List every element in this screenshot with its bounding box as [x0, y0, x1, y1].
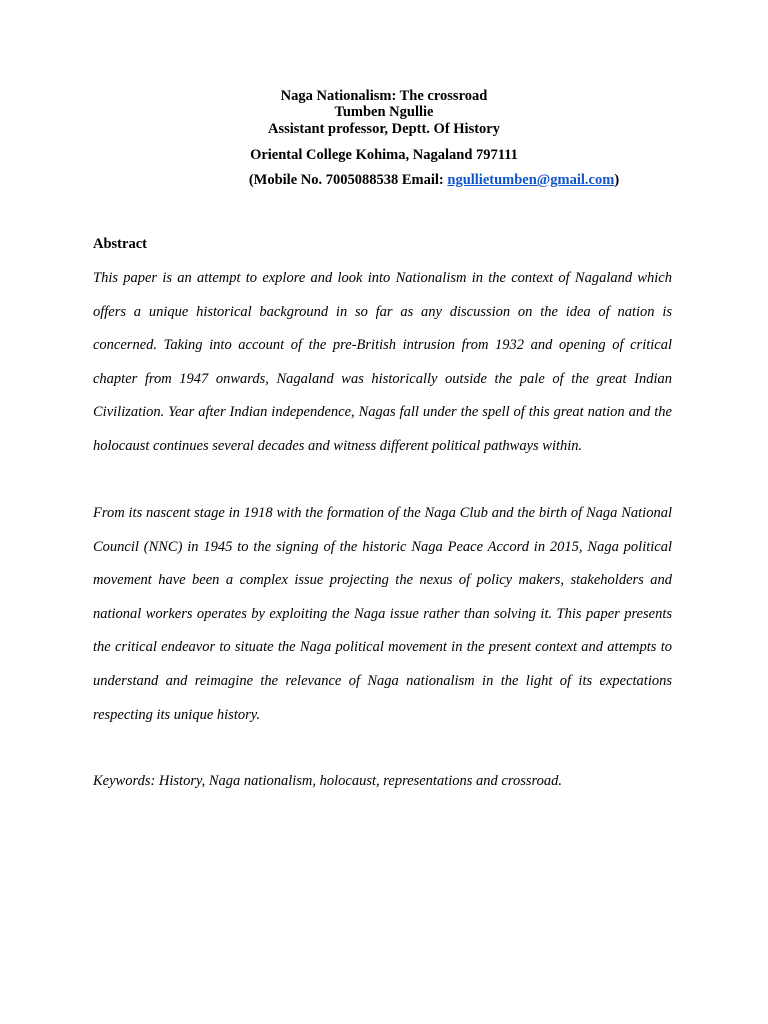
abstract-heading: Abstract — [93, 236, 147, 252]
email-link[interactable]: ngullietumben@gmail.com — [447, 172, 615, 188]
contact-suffix: ) — [614, 172, 620, 188]
author-name: Tumben Ngullie — [334, 104, 434, 120]
abstract-paragraph-2: From its nascent stage in 1918 with the formation of the Naga Club and the birth of Naga National Council (NNC) in 1945 to the signing of the historic Naga Peace Accord in 2015, Naga political movement have been a complex issue projecting the nexus of policy makers, stakeholders and national workers operates by exploiting the Naga issue rather than solving it. This paper presents the critical endeavor to situate the Naga political movement in the present context and attempts to understand and reimagine the relevance of Naga nationalism in the light of its expectations respecting its unique history. — [93, 505, 672, 723]
author-position: Assistant professor, Deptt. Of History — [268, 121, 500, 137]
contact-line — [50, 172, 768, 189]
keywords-line: Keywords: History, Naga nationalism, holocaust, representations and crossroad. — [93, 773, 562, 789]
abstract-paragraph-1: This paper is an attempt to explore and look into Nationalism in the context of Nagaland which offers a unique historical background in so far as any discussion on the idea of nation is concerned. Taking into account of the pre-British intrusion from 1932 and opening of critical chapter from 1947 onwards, Nagaland was historically outside the pale of the great Indian Civilization. Year after Indian independence, Nagas fall under the spell of this great nation and the holocaust continues several decades and witness different political pathways within. — [93, 270, 672, 454]
author-affiliation: Oriental College Kohima, Nagaland 797111 — [250, 147, 518, 163]
paper-title: Naga Nationalism: The crossroad — [280, 88, 488, 104]
contact-prefix: (Mobile No. 7005088538 Email: — [248, 172, 448, 188]
